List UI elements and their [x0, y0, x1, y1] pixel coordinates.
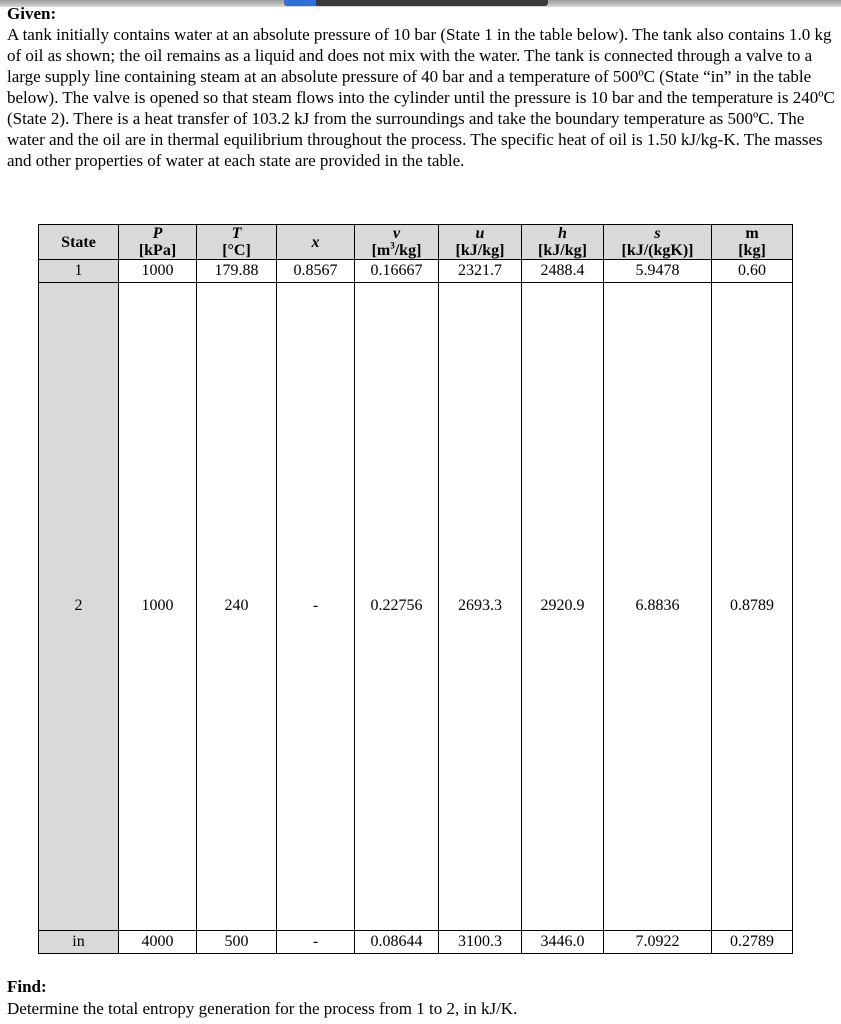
table-cell: 1000: [119, 260, 197, 283]
table-cell: 0.08644: [355, 930, 439, 953]
table-cell: 0.8789: [712, 283, 793, 931]
table-row-state-2: [39, 283, 793, 931]
table-row-state-1: [39, 260, 793, 283]
table-cell: 0.22756: [355, 283, 439, 931]
table-cell: 6.8836: [604, 283, 712, 931]
state-cell: 2: [39, 283, 119, 931]
table-cell: 4000: [119, 930, 197, 953]
column-header-internal-energy: u [kJ/kg]: [439, 225, 522, 260]
table-cell: 2488.4: [522, 260, 604, 283]
given-heading: Given:: [7, 4, 57, 23]
find-heading: Find:: [7, 977, 47, 996]
table-cell: 3100.3: [439, 930, 522, 953]
table-cell: 0.8567: [277, 260, 355, 283]
column-header-quality: x: [277, 225, 355, 260]
table-cell: 3446.0: [522, 930, 604, 953]
table-cell: 2321.7: [439, 260, 522, 283]
column-header-mass: m [kg]: [712, 225, 793, 260]
top-toolbar-strip: [0, 0, 841, 7]
table-cell: 2920.9: [522, 283, 604, 931]
state-cell: in: [39, 930, 119, 953]
column-header-specific-volume: v $[m^3/kg]$: [355, 225, 439, 260]
table-row-state-in: [39, 930, 793, 953]
tab-accent: [284, 0, 316, 6]
table-cell: -: [277, 930, 355, 953]
table-cell: 7.0922: [604, 930, 712, 953]
state-cell: 1: [39, 260, 119, 283]
table-cell: -: [277, 283, 355, 931]
table-header-row: [39, 225, 793, 260]
table-cell: 0.60: [712, 260, 793, 283]
table-cell: 179.88: [197, 260, 277, 283]
table-cell: 0.16667: [355, 260, 439, 283]
table-cell: 240: [197, 283, 277, 931]
column-header-entropy: s [kJ/(kgK)]: [604, 225, 712, 260]
table-cell: 5.9478: [604, 260, 712, 283]
properties-table: [38, 224, 793, 954]
column-header-temperature: T [°C]: [197, 225, 277, 260]
column-header-enthalpy: h [kJ/kg]: [522, 225, 604, 260]
state-column-header: State: [39, 225, 119, 260]
table-cell: 1000: [119, 283, 197, 931]
table-cell: 500: [197, 930, 277, 953]
column-header-pressure: P [kPa]: [119, 225, 197, 260]
table-cell: 2693.3: [439, 283, 522, 931]
active-tab[interactable]: [284, 0, 548, 6]
given-paragraph: A tank initially contains water at an absolute pressure of 10 bar (State 1 in the table below). The tank also contains 1.0 kg of oil as shown; the oil remains as a liquid and does not mix with the water. The tank is connected through a valve to a large supply line containing steam at an absolute pressure of 40 bar and a temperature of 500ºC (State “in” in the table below). The valve is opened so that steam flows into the cylinder until the pressure is 10 bar and the temperature is 240ºC (State 2). There is a heat transfer of 103.2 kJ from the surroundings and take the boundary temperature as 500ºC. The water and the oil are in thermal equilibrium throughout the process. The specific heat of oil is 1.50 kJ/kg-K. The masses and other properties of water at each state are provided in the table.: [7, 25, 835, 170]
find-paragraph: Determine the total entropy generation for the process from 1 to 2, in kJ/K.: [7, 999, 518, 1018]
table-cell: 0.2789: [712, 930, 793, 953]
